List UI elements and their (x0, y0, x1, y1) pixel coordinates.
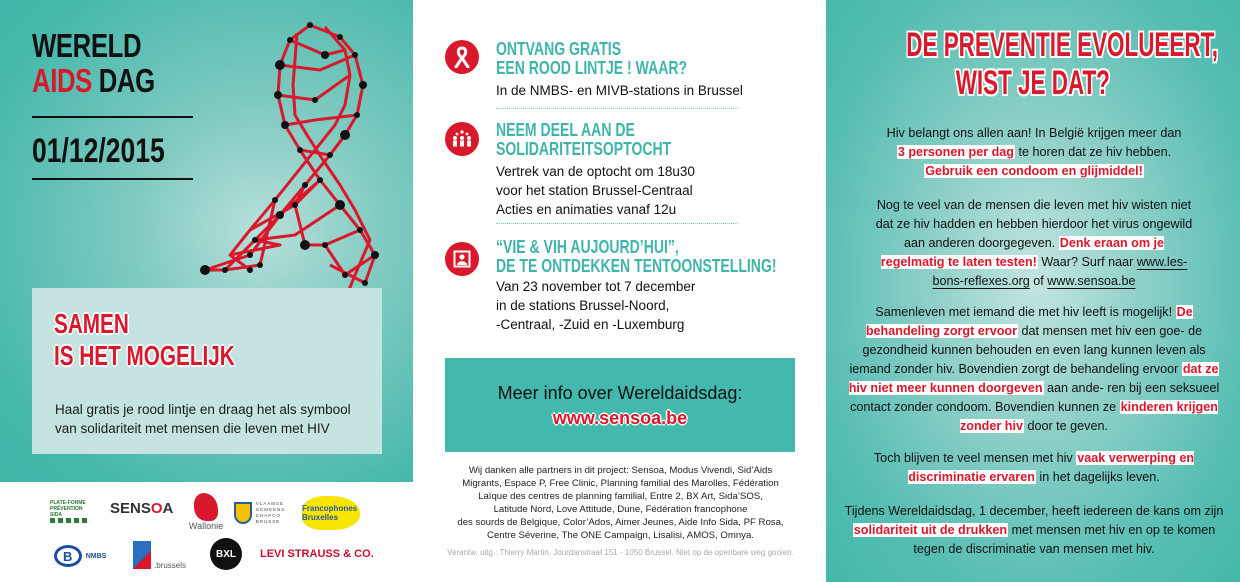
more-info-box (445, 358, 795, 452)
event-heading: “VIE & VIH AUJOURD’HUI”, DE TE ONTDEKKEN TENTOONSTELLING! (496, 237, 777, 276)
logo-levi-strauss: LEVI STRAUSS & CO. (260, 548, 374, 560)
ribbon-icon (445, 40, 479, 74)
rooster-icon (194, 493, 218, 521)
paragraph-treatment: Samenleven met iemand die met hiv leeft is mogelijk! De behandeling zorgt ervoor dat mensen met hiv een goe- de gezondheid kunnen behouden en even lang kunnen leven als iemand zonder hiv. Bovendien zorgt de behandeling ervoor dat ze hiv niet meer kunnen doorgeven aan ande- ren bij een seksueel contact zonder condoom. Bovendien kunnen ze kinderen krijgen zonder hiv door te geven. (848, 305, 1220, 433)
dotted-divider (496, 108, 738, 109)
les-bons-reflexes-link[interactable]: www.les-bons-reflexes.org (932, 255, 1188, 288)
event-title (32, 28, 189, 98)
logo-bxl: BXL (210, 538, 242, 570)
people-group-icon (445, 122, 479, 156)
dotted-divider (496, 223, 738, 224)
prevention-heading: DE PREVENTIE EVOLUEERT, WIST JE DAT? (906, 26, 1219, 102)
sensoa-link[interactable]: www.sensoa.be (552, 408, 688, 428)
events-panel (413, 0, 826, 582)
title-line2: AIDS DAG (32, 62, 155, 99)
logo-wallonie: Wallonie (186, 490, 226, 534)
logo-plateforme-prevention-sida: PLATE-FORME PRÉVENTION SIDA (50, 498, 96, 524)
paragraph-discrimination: Toch blijven te veel mensen met hiv vaak verwerping en discriminatie ervaren in het dagelijks leven. (873, 451, 1195, 484)
network-ribbon-icon (195, 15, 395, 305)
paragraph-hiv-stats: Hiv belangt ons allen aan! In België krijgen meer dan 3 personen per dag te horen dat ze hiv hebben. Gebruik een condoom en glijmiddel! (886, 126, 1182, 178)
event-description: Van 23 november tot 7 december in de stations Brussel-Noord, -Centraal, -Zuid en -Luxemburg (496, 279, 696, 332)
prevention-panel (826, 0, 1240, 582)
event-heading: NEEM DEEL AAN DE SOLIDARITEITSOPTOCHT (496, 120, 672, 159)
paragraph-testing: Nog te veel van de mensen die leven met hiv wisten niet dat ze hiv hadden en hebben hierdoor het virus ongewild aan anderen doorgegeven. Denk eraan om je regelmatig te laten testen! Waar? Surf naar www.les-bons-reflexes.org of www.sensoa.be (875, 198, 1193, 288)
publisher-note: Verantw. uitg.: Thierry Martin, Jourdanstraat 151 - 1050 Brussel. Niet op de openbare weg gooien. (447, 548, 794, 557)
logo-francophones-bruxelles: Francophones Bruxelles (302, 496, 360, 530)
portrait-frame-icon (445, 242, 479, 276)
event-description: In de NMBS- en MIVB-stations in Brussel (496, 83, 743, 98)
event-date: 01/12/2015 (32, 132, 165, 170)
partner-logos (0, 482, 413, 582)
cover-panel (0, 0, 413, 482)
solidarity-heading: SAMEN IS HET MOGELIJK (54, 308, 235, 371)
divider (32, 116, 193, 118)
partner-thanks: Wij danken alle partners in dit project: Sensoa, Modus Vivendi, Sid’Aids Migrants, Espace P, Free Clinic, Planning familial des Marolles, Fédération Laïque des centres de planning familial, Entre 2, BX Art, Sida’SOS, Latitude Nord, Love Attitude, Dune, Fédération francophone des sourds de Belgique, Color’Ados, Aimer Jeunes, Aide Info Sida, PF Rosa, Centre Séverine, The ONE Campaign, Lisalisi, AMOS, Omnya. (457, 465, 784, 541)
logo-brussels: .brussels (127, 540, 192, 570)
more-info-label: Meer info over Wereldaidsdag: (497, 383, 743, 403)
sensoa-link[interactable]: www.sensoa.be (1047, 274, 1136, 288)
event-heading: ONTVANG GRATIS EEN ROOD LINTJE ! WAAR? (496, 39, 688, 78)
divider (32, 178, 193, 180)
solidarity-text: Haal gratis je rood lintje en draag het als symbool van solidariteit met mensen die leven met HIV (55, 402, 351, 436)
brussels-flag-icon (133, 541, 151, 569)
logo-nmbs: B NMBS (50, 544, 110, 568)
title-line1: WERELD (32, 27, 142, 64)
solidarity-box (32, 288, 382, 454)
lion-shield-icon (234, 502, 252, 524)
logo-vgc: VLAAMSE GEMEENS CHAPCO BRUSSE (232, 494, 287, 532)
paragraph-solidarity: Tijdens Wereldaidsdag, 1 december, heeft iedereen de kans om zijn solidariteit uit de drukken met mensen met hiv en op te komen tegen de discriminatie van mensen met hiv. (844, 504, 1224, 556)
logo-sensoa: SENS O A (110, 500, 174, 517)
event-description: Vertrek van de optocht om 18u30 voor het station Brussel-Centraal Acties en animaties vanaf 12u (496, 164, 695, 217)
nmbs-b-icon: B (54, 545, 82, 567)
